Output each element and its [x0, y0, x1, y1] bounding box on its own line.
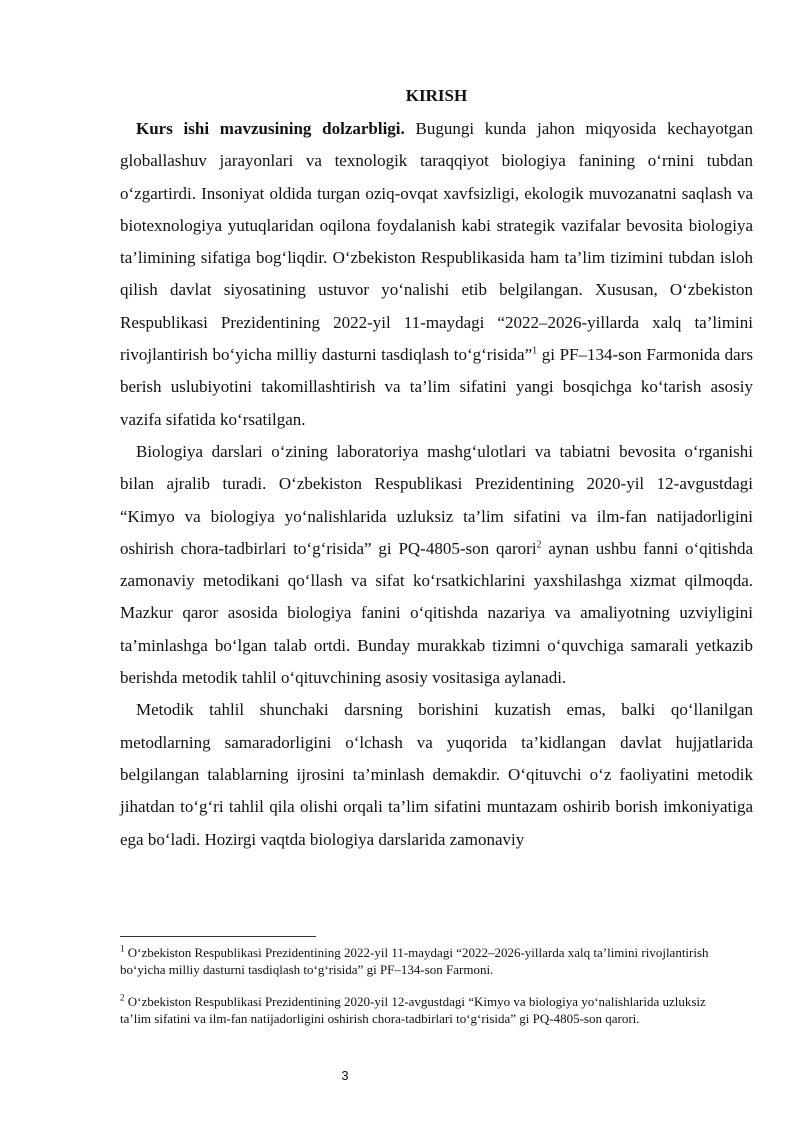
- footnote-text: O‘zbekiston Respublikasi Prezidentining 2020-yil 12-avgustdagi “Kimyo va biologiya yo‘nalishlarida uzluksiz ta’lim sifatini va ilm-fan natijadorligini oshirish chora-tadbirlari to‘g‘risida” gi PQ-4805-son qarori.: [120, 994, 706, 1026]
- paragraph-relevance: [120, 113, 753, 436]
- body-text: [120, 113, 753, 856]
- paragraph-biology-lessons: [120, 436, 753, 694]
- paragraph-text: Bugungi kunda jahon miqyosida kechayotgan globallashuv jarayonlari va texnologik taraqqiyot biologiya fanining o‘rnini tubdan o‘zgartirdi. Insoniyat oldida turgan oziq-ovqat xavfsizligi, ekologik muvozanatni saqlash va biotexnologiya yutuqlaridan oqilona foydalanish kabi strategik vazifalar bevosita biologiya ta’limining sifatiga bog‘liqdir. O‘zbekiston Respublikasida ham ta’lim tizimini tubdan isloh qilish davlat siyosatining ustuvor yo‘nalishi etib belgilangan. Xususan, O‘zbekiston Respublikasi Prezidentining 2022-yil 11-maydagi “2022–2026-yillarda xalq ta’limini rivojlantirish bo‘yicha milliy dasturni tasdiqlash to‘g‘risida”: [120, 119, 753, 365]
- page-number: 3: [341, 1068, 349, 1083]
- footnote-separator: [120, 936, 316, 937]
- footnote-marker: 2: [120, 992, 125, 1003]
- footnote-1: [120, 945, 740, 978]
- footnote-ref-1[interactable]: 1: [532, 345, 538, 357]
- paragraph-text: gi PF–134-son Farmonida dars berish uslubiyotini takomillashtirish va ta’lim sifatini yangi bosqichga ko‘tarish asosiy vazifa sifatida ko‘rsatilgan.: [120, 345, 753, 429]
- paragraph-methodical-analysis: Metodik tahlil shunchaki darsning borishini kuzatish emas, balki qo‘llanilgan metodlarning samaradorligini o‘lchash va yuqorida ta’kidlangan davlat hujjatlarida belgilangan talablarning ijrosini ta’minlash demakdir. O‘qituvchi o‘z faoliyatini metodik jihatdan to‘g‘ri tahlil qila olishi orqali ta’lim sifatini muntazam oshirib borish imkoniyatiga ega bo‘ladi. Hozirgi vaqtda biologiya darslarida zamonaviy: [120, 700, 753, 849]
- footnotes: [120, 945, 740, 1043]
- footnote-text: O‘zbekiston Respublikasi Prezidentining 2022-yil 11-maydagi “2022–2026-yillarda xalq ta’limini rivojlantirish bo‘yicha milliy dasturni tasdiqlash to‘g‘risida” gi PF–134-son Farmoni.: [120, 945, 709, 977]
- paragraph-text: Biologiya darslari o‘zining laboratoriya mashg‘ulotlari va tabiatni bevosita o‘rganishi bilan ajralib turadi. O‘zbekiston Respublikasi Prezidentining 2020-yil 12-avgustdagi “Kimyo va biologiya yo‘nalishlarida uzluksiz ta’lim sifatini va ilm-fan natijadorligini oshirish chora-tadbirlari to‘g‘risida” gi PQ-4805-son qarori: [120, 441, 753, 558]
- footnote-marker: 1: [120, 943, 125, 954]
- paragraph-text: aynan ushbu fanni o‘qitishda zamonaviy metodikani qo‘llash va sifat ko‘rsatkichlarini yaxshilashga xizmat qilmoqda. Mazkur qaror asosida biologiya fanini o‘qitishda nazariya va amaliyotning uzviyligini ta’minlashga bo‘lgan talab ortdi. Bunday murakkab tizimni o‘quvchiga samarali yetkazib berishda metodik tahlil o‘qituvchining asosiy vositasiga aylanadi.: [120, 538, 753, 688]
- paragraph-lead: Kurs ishi mavzusining dolzarbligi.: [136, 119, 405, 138]
- footnote-2: [120, 994, 740, 1027]
- section-title: KIRISH: [405, 86, 468, 105]
- footnote-ref-2[interactable]: 2: [536, 539, 542, 551]
